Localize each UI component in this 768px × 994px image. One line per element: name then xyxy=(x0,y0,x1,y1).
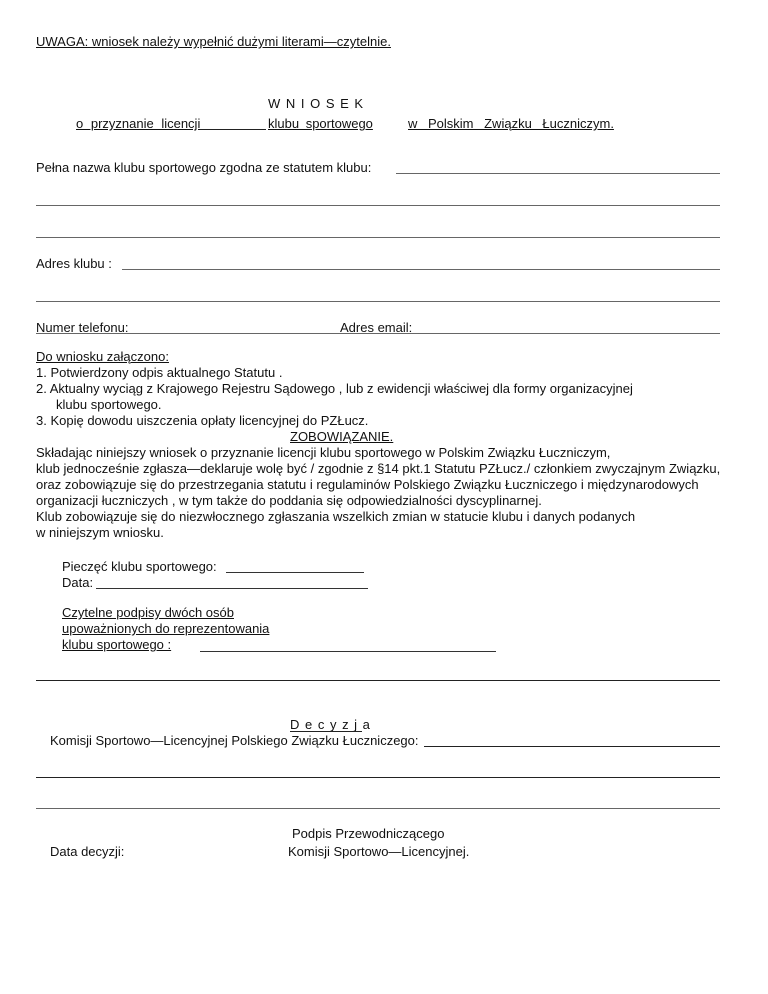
signatures-label-line1: Czytelne podpisy dwóch osób xyxy=(62,605,234,620)
attachment-item: 1. Potwierdzony odpis aktualnego Statutu . xyxy=(36,365,283,380)
date-input-line[interactable] xyxy=(96,588,368,589)
stamp-label: Pieczęć klubu sportowego: xyxy=(62,559,217,574)
decision-date-label: Data decyzji: xyxy=(50,844,125,859)
obligation-line: Klub zobowiązuje się do niezwłocznego zgłaszania wszelkich zmian w statucie klubu i danych podanych xyxy=(36,509,636,524)
club-name-input-line-2[interactable] xyxy=(36,205,720,206)
signatures-input-line[interactable] xyxy=(200,651,496,652)
attachment-item: 3. Kopię dowodu uiszczenia opłaty licencyjnej do PZŁucz. xyxy=(36,413,369,428)
form-subject: o przyznanie licencji xyxy=(76,116,201,131)
commission-input-line-3[interactable] xyxy=(36,808,720,809)
address-label: Adres klubu : xyxy=(36,256,112,271)
obligation-line: klub jednocześnie zgłasza—deklaruje wolę być / zgodnie z §14 pkt.1 Statutu PZŁucz./ członkiem zwyczajnym Związku, xyxy=(36,461,721,476)
obligation-line: Składając niniejszy wniosek o przyznanie licencji klubu sportowego w Polskim Związku Łuczniczym, xyxy=(36,445,611,460)
commission-label: Komisji Sportowo—Licencyjnej Polskiego Związku Łuczniczego: xyxy=(50,733,419,748)
signatures-label-line3: klubu sportowego : xyxy=(62,637,172,652)
signatures-label-line2: upoważnionych do reprezentowania xyxy=(62,621,270,636)
commission-input-line[interactable] xyxy=(424,746,720,747)
section-divider xyxy=(36,680,720,681)
attachment-item-continued: klubu sportowego. xyxy=(56,397,162,412)
club-name-input-line[interactable] xyxy=(396,173,720,174)
subject-underline xyxy=(200,129,266,130)
email-label: Adres email: xyxy=(340,320,413,335)
form-title: W N I O S E K xyxy=(268,96,365,111)
decision-title-underline xyxy=(290,731,362,732)
attachment-item: 2. Aktualny wyciąg z Krajowego Rejestru Sądowego , lub z ewidencji właściwej dla formy organizacyjnej xyxy=(36,381,633,396)
obligation-line: w niniejszym wniosku. xyxy=(36,525,164,540)
commission-input-line-2[interactable] xyxy=(36,777,720,778)
decision-title: D e c y z j a xyxy=(290,717,371,732)
chairman-signature-label-2: Komisji Sportowo—Licencyjnej. xyxy=(288,844,470,859)
address-input-line[interactable] xyxy=(122,269,720,270)
stamp-input-line[interactable] xyxy=(226,572,364,573)
address-input-line-2[interactable] xyxy=(36,301,720,302)
club-name-input-line-3[interactable] xyxy=(36,237,720,238)
form-org: w Polskim Związku Łuczniczym. xyxy=(408,116,614,131)
notice-text: UWAGA: wniosek należy wypełnić dużymi literami—czytelnie. xyxy=(36,34,391,49)
chairman-signature-label: Podpis Przewodniczącego xyxy=(292,826,445,841)
attachments-heading: Do wniosku załączono: xyxy=(36,349,169,364)
obligation-line: organizacji łuczniczych , w tym także do poddania się odpowiedzialności dyscyplinarnej. xyxy=(36,493,542,508)
obligation-heading: ZOBOWIĄZANIE. xyxy=(290,429,394,444)
club-name-label: Pełna nazwa klubu sportowego zgodna ze statutem klubu: xyxy=(36,160,372,175)
phone-label: Numer telefonu: xyxy=(36,320,129,335)
date-label: Data: xyxy=(62,575,94,590)
obligation-line: oraz zobowiązuje się do przestrzegania statutu i regulaminów Polskiego Związku Łuczniczego i międzynarodowych xyxy=(36,477,699,492)
form-club-word: klubu sportowego xyxy=(268,116,373,131)
